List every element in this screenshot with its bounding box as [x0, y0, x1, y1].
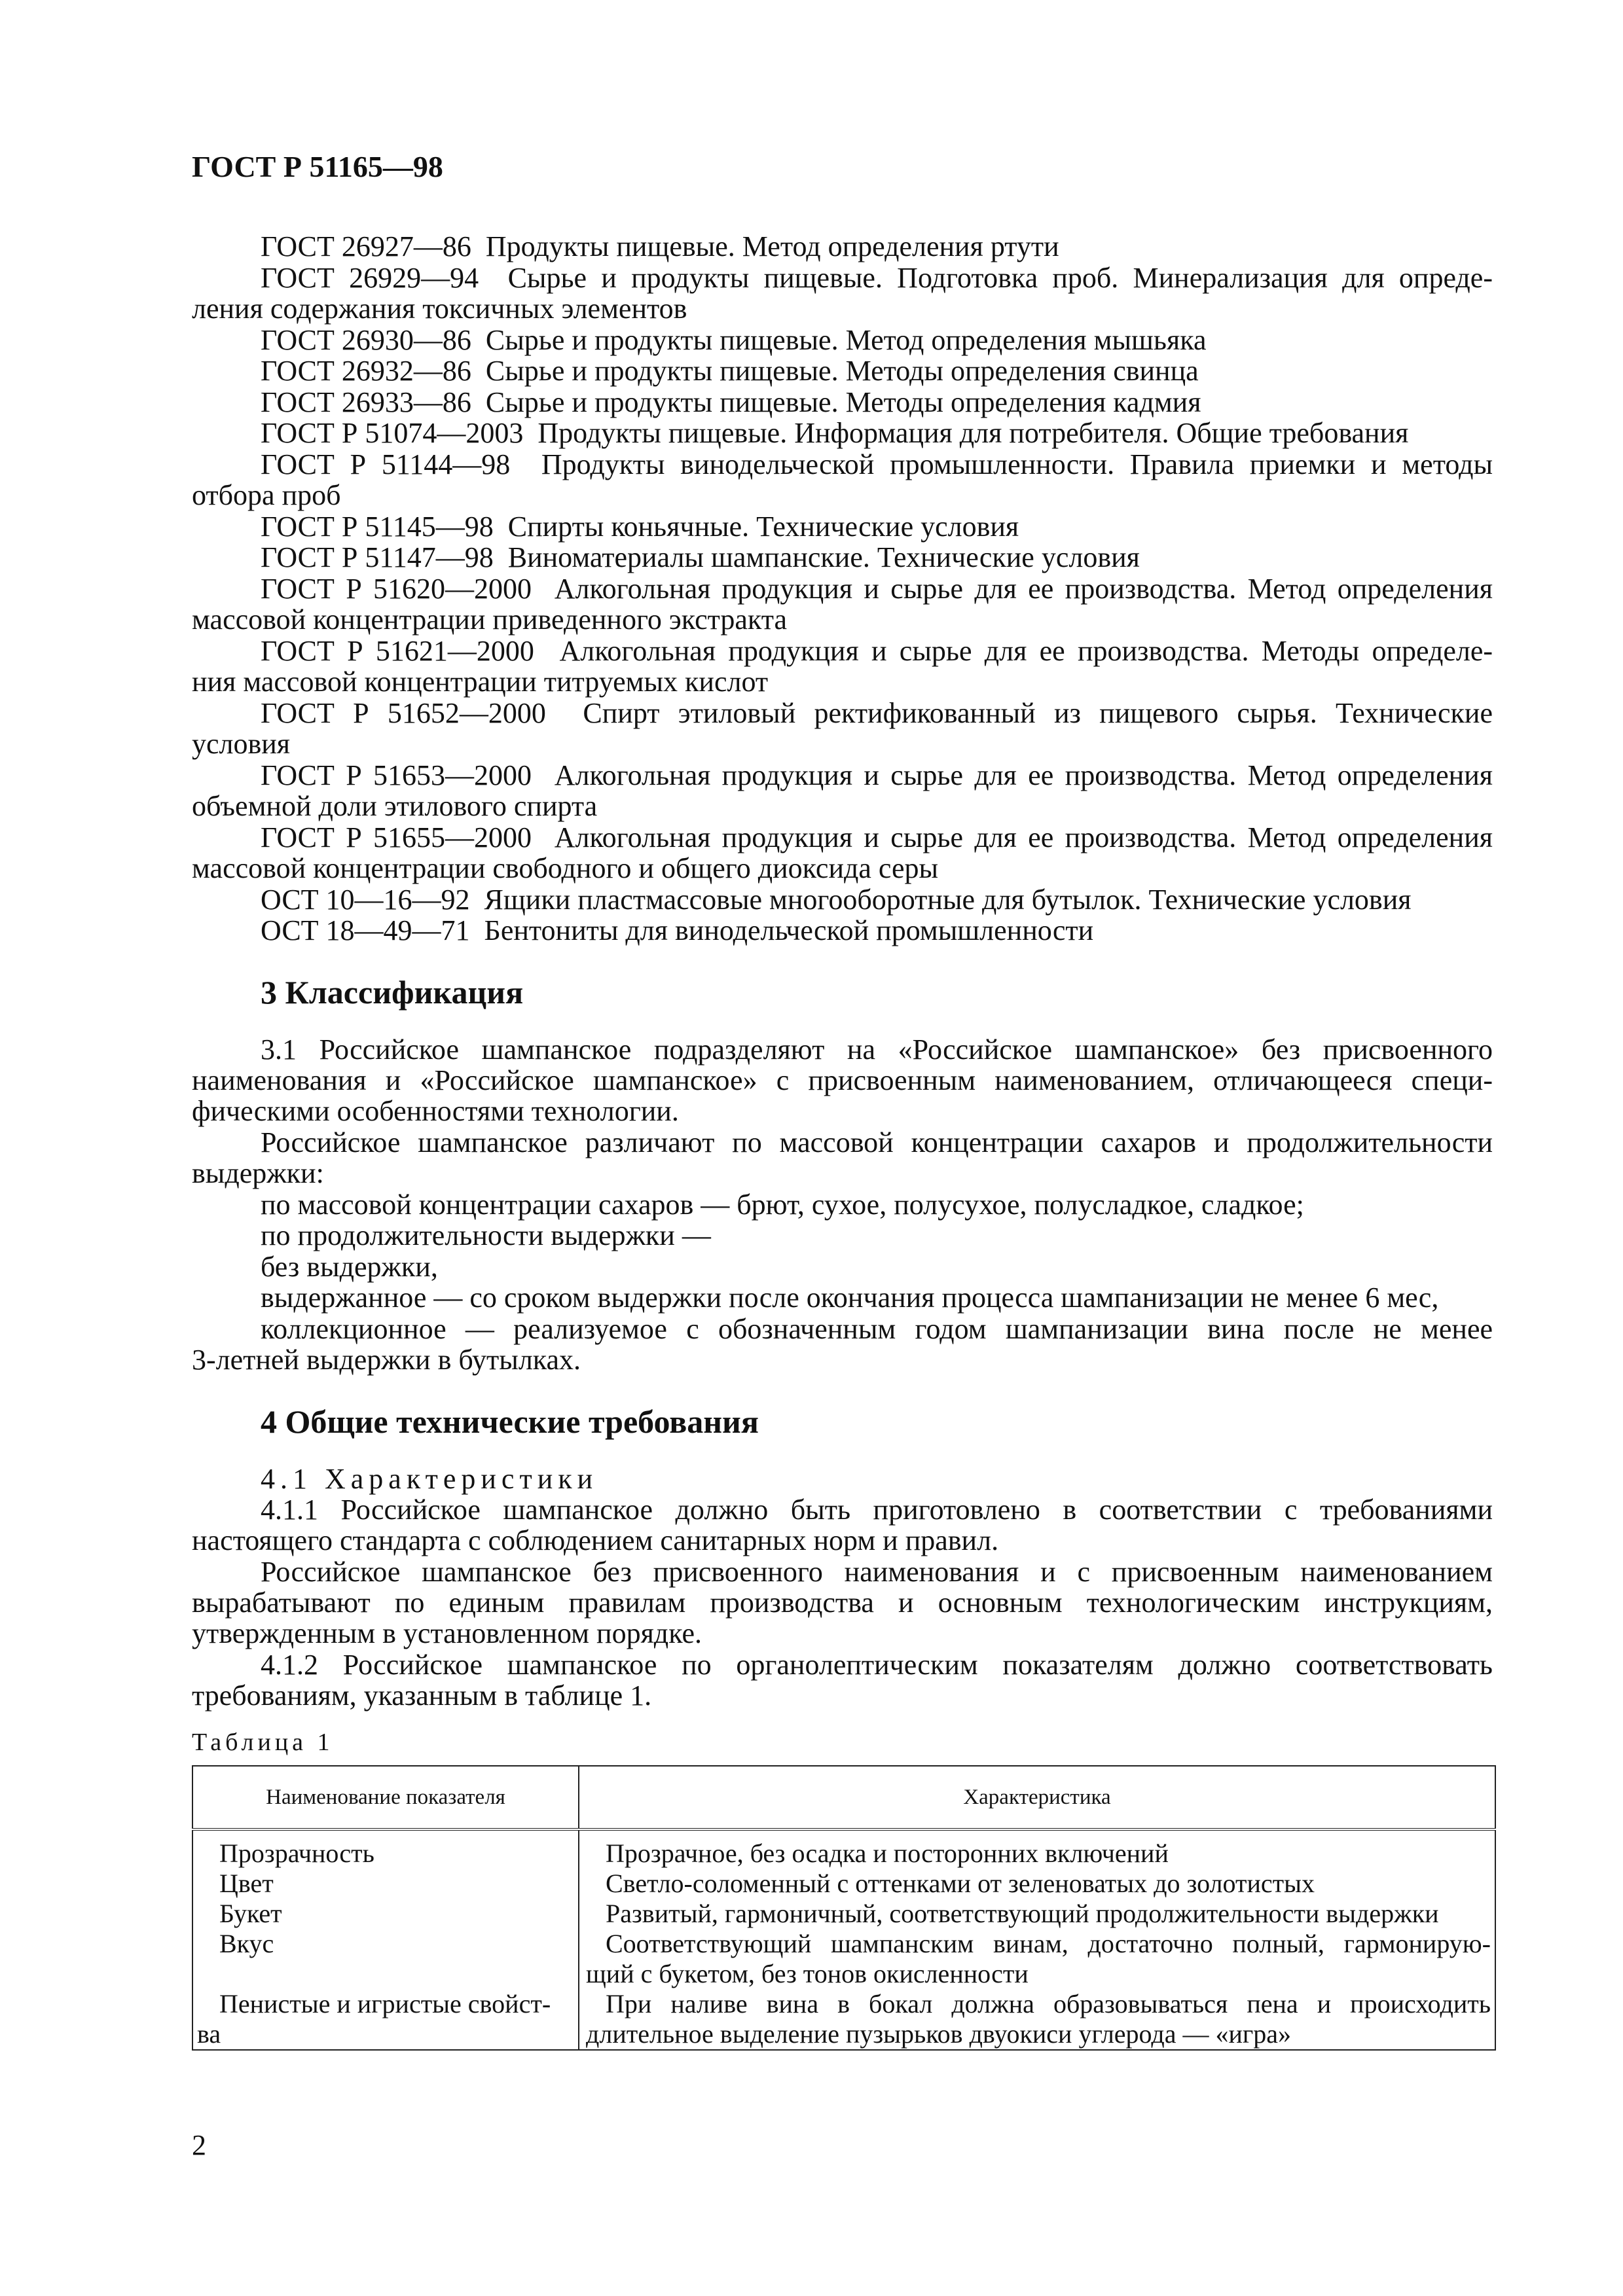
document-header: ГОСТ Р 51165—98: [192, 150, 443, 183]
reference-continuation: условия: [192, 728, 291, 760]
indicator-name: Цвет: [192, 1869, 579, 1899]
reference-item: ГОСТ Р 51144—98 Продукты винодельческой промышленности. Правила приемки и методы: [261, 448, 1493, 480]
paragraph-line: Российское шампанское различают по массовой концентрации сахаров и продолжительности: [261, 1126, 1493, 1158]
reference-item: ГОСТ Р 51655—2000 Алкогольная продукция и сырье для ее производства. Метод определения: [261, 821, 1493, 853]
section-4-heading: 4 Общие технические требования: [261, 1403, 759, 1440]
table-row: [192, 1989, 1495, 2050]
table-caption: Таблица 1: [192, 1729, 334, 1756]
list-line: по массовой концентрации сахаров — брют, сухое, полусухое, полусладкое, сладкое;: [261, 1189, 1304, 1221]
list-line: коллекционное — реализуемое с обозначенным годом шампанизации вина после не менее: [261, 1313, 1493, 1345]
table-header-row: [192, 1766, 1495, 1829]
reference-continuation: массовой концентрации приведенного экстракта: [192, 603, 788, 636]
paragraph-line: требованиям, указанным в таблице 1.: [192, 1679, 652, 1712]
column-header: Наименование показателя: [192, 1766, 579, 1829]
indicator-name: Вкус: [192, 1929, 579, 1989]
reference-item: ГОСТ Р 51147—98 Виноматериалы шампанские. Технические условия: [261, 541, 1140, 573]
paragraph-line: выдержки:: [192, 1157, 324, 1189]
paragraph-line: 3.1 Российское шампанское подразделяют на «Российское шампанское» без присвоенного: [261, 1033, 1493, 1066]
table-row: [192, 1869, 1495, 1899]
reference-continuation: ния массовой концентрации титруемых кислот: [192, 666, 769, 698]
list-line: по продолжительности выдержки —: [261, 1219, 711, 1251]
organoleptic-table: [192, 1765, 1496, 2051]
indicator-value: При наливе вина в бокал должна образовываться пена и происходить длительное выделение пузырьков двуокиси углерода — «игра»: [579, 1989, 1495, 2050]
reference-continuation: массовой концентрации свободного и общего диоксида серы: [192, 852, 939, 884]
subsection-title: 4.1 Характеристики: [261, 1463, 598, 1495]
list-line: 3-летней выдержки в бутылках.: [192, 1344, 581, 1376]
indicator-value: Соответствующий шампанским винам, достаточно полный, гармонирую- щий с букетом, без тонов окисленности: [579, 1929, 1495, 1989]
page-number: 2: [192, 2129, 206, 2161]
table-row: [192, 1829, 1495, 1869]
reference-item: ГОСТ Р 51620—2000 Алкогольная продукция и сырье для ее производства. Метод определения: [261, 573, 1493, 605]
reference-item: ГОСТ 26929—94 Сырье и продукты пищевые. Подготовка проб. Минерализация для опреде-: [261, 262, 1493, 294]
reference-continuation: ления содержания токсичных элементов: [192, 293, 687, 325]
paragraph-line: настоящего стандарта с соблюдением санитарных норм и правил.: [192, 1524, 999, 1556]
indicator-value: Светло-соломенный с оттенками от зеленоватых до золотистых: [579, 1869, 1495, 1899]
paragraph-line: наименования и «Российское шампанское» с присвоенным наименованием, отличающееся специ-: [192, 1064, 1493, 1096]
paragraph-line: 4.1.2 Российское шампанское по органолептическим показателям должно соответствовать: [261, 1649, 1493, 1681]
indicator-name: Прозрачность: [192, 1829, 579, 1869]
indicator-name: Букет: [192, 1899, 579, 1929]
section-3-heading: 3 Классификация: [261, 974, 524, 1011]
reference-item: ГОСТ 26933—86 Сырье и продукты пищевые. Методы определения кадмия: [261, 386, 1201, 418]
table-row: [192, 1929, 1495, 1989]
column-header: Характеристика: [579, 1766, 1495, 1829]
list-line: без выдержки,: [261, 1251, 438, 1283]
indicator-value: Развитый, гармоничный, соответствующий продолжительности выдержки: [579, 1899, 1495, 1929]
reference-item: ОСТ 18—49—71 Бентониты для винодельческой промышленности: [261, 914, 1094, 946]
paragraph-line: утвержденным в установленном порядке.: [192, 1617, 702, 1649]
reference-item: ГОСТ Р 51074—2003 Продукты пищевые. Информация для потребителя. Общие требования: [261, 417, 1409, 449]
reference-item: ГОСТ Р 51621—2000 Алкогольная продукция и сырье для ее производства. Методы определе-: [261, 635, 1493, 667]
reference-item: ГОСТ 26927—86 Продукты пищевые. Метод определения ртути: [261, 230, 1059, 262]
paragraph-line: Российское шампанское без присвоенного наименования и с присвоенным наименованием: [261, 1556, 1493, 1588]
reference-item: ГОСТ Р 51145—98 Спирты коньячные. Технические условия: [261, 511, 1019, 543]
paragraph-line: вырабатывают по единым правилам производства и основным технологическим инструкциям,: [192, 1587, 1493, 1619]
paragraph-line: фическими особенностями технологии.: [192, 1095, 679, 1127]
reference-item: ГОСТ 26930—86 Сырье и продукты пищевые. Метод определения мышьяка: [261, 324, 1207, 356]
indicator-value: Прозрачное, без осадка и посторонних включений: [579, 1829, 1495, 1869]
table-row: [192, 1899, 1495, 1929]
reference-continuation: объемной доли этилового спирта: [192, 790, 598, 822]
reference-continuation: отбора проб: [192, 479, 341, 511]
reference-item: ГОСТ Р 51652—2000 Спирт этиловый ректификованный из пищевого сырья. Технические: [261, 697, 1493, 729]
paragraph-line: 4.1.1 Российское шампанское должно быть приготовлено в соответствии с требованиями: [261, 1494, 1493, 1526]
reference-item: ОСТ 10—16—92 Ящики пластмассовые многооборотные для бутылок. Технические условия: [261, 884, 1412, 916]
list-line: выдержанное — со сроком выдержки после окончания процесса шампанизации не менее 6 мес,: [261, 1282, 1439, 1314]
reference-item: ГОСТ Р 51653—2000 Алкогольная продукция и сырье для ее производства. Метод определения: [261, 759, 1493, 791]
indicator-name: Пенистые и игристые свойст- ва: [192, 1989, 579, 2050]
reference-item: ГОСТ 26932—86 Сырье и продукты пищевые. Методы определения свинца: [261, 355, 1199, 387]
